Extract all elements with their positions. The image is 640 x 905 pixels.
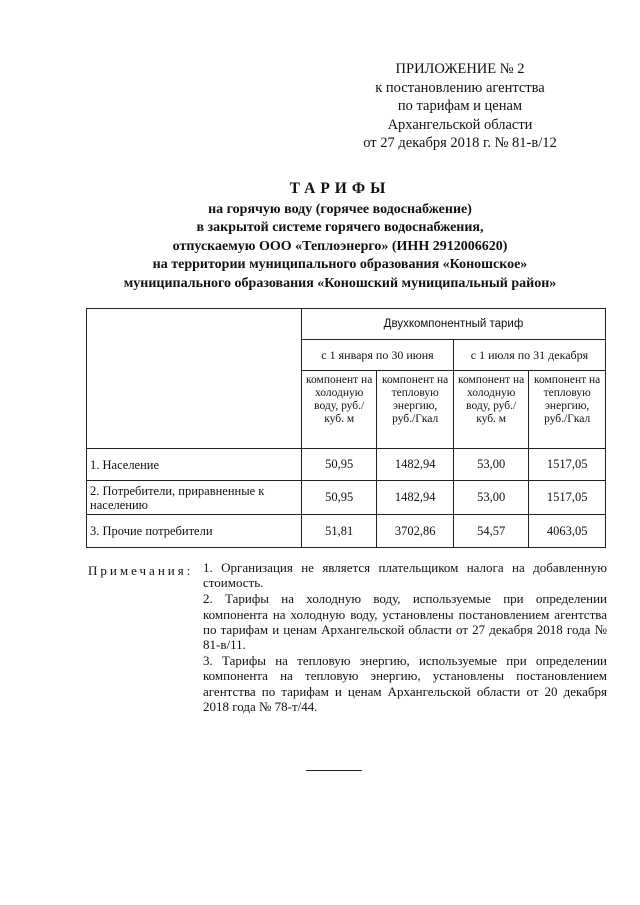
heading-line-1: на горячую воду (горячее водоснабжение) — [208, 201, 472, 217]
col-water-2: компонент на холодную воду, руб./куб. м — [453, 371, 528, 449]
annex-line-2: по тарифам и ценам — [397, 98, 523, 114]
note-item: 3. Тарифы на тепловую энергию, используемые при определении компонента на тепловую энергию, установлены постановлением агентства по тарифам и ценам Архангельской области от 20 декабря 2018 года № 78-т/44. — [203, 653, 607, 714]
document-title: ТАРИФЫ — [289, 180, 391, 197]
table-row — [87, 449, 606, 481]
value-cell: 4063,05 — [529, 515, 606, 548]
row-name: 1. Население — [87, 449, 302, 481]
notes-list — [203, 560, 607, 715]
table-corner-cell — [87, 309, 302, 449]
row-name: 3. Прочие потребители — [87, 515, 302, 548]
tariff-table — [86, 308, 606, 548]
value-cell: 1482,94 — [377, 449, 454, 481]
value-cell: 50,95 — [302, 481, 377, 515]
col-heat-2: компонент на тепловую энергию, руб./Гкал — [529, 371, 606, 449]
row-name: 2. Потребители, приравненные к населению — [87, 481, 302, 515]
annex-line-3: Архангельской области — [387, 116, 533, 133]
value-cell: 1517,05 — [529, 481, 606, 515]
table-row — [87, 481, 606, 515]
annex-line-1: к постановлению агентства — [375, 79, 545, 96]
notes-label: Примечания: — [88, 563, 194, 578]
value-cell: 53,00 — [453, 449, 528, 481]
note-item: 2. Тарифы на холодную воду, используемые при определении компонента на холодную воду, установлены постановлением агентства по тарифам и ценам Архангельской области от 27 декабря 2018 года № 81-в/11. — [203, 591, 607, 653]
value-cell: 1482,94 — [377, 481, 454, 515]
tariff-type-header: Двухкомпонентный тариф — [302, 309, 606, 340]
annex-title: ПРИЛОЖЕНИЕ № 2 — [395, 61, 525, 77]
annex-header — [330, 60, 590, 153]
annex-line-4: от 27 декабря 2018 г. № 81-в/12 — [363, 135, 557, 151]
table-row — [87, 515, 606, 548]
heading-line-5: муниципального образования «Коношский муниципальный район» — [123, 275, 557, 291]
heading-line-2: в закрытой системе горячего водоснабжения, — [196, 220, 484, 236]
period-2-header: с 1 июля по 31 декабря — [453, 340, 605, 371]
document-heading — [60, 180, 620, 294]
end-divider — [306, 770, 362, 771]
col-heat-1: компонент на тепловую энергию, руб./Гкал — [377, 371, 454, 449]
value-cell: 3702,86 — [377, 515, 454, 548]
heading-line-4: на территории муниципального образования «Коношское» — [152, 257, 528, 273]
col-water-1: компонент на холодную воду, руб./куб. м — [302, 371, 377, 449]
value-cell: 53,00 — [453, 481, 528, 515]
value-cell: 1517,05 — [529, 449, 606, 481]
value-cell: 51,81 — [302, 515, 377, 548]
heading-line-3: отпускаемую ООО «Теплоэнерго» (ИНН 2912006620) — [172, 238, 508, 254]
value-cell: 54,57 — [453, 515, 528, 548]
value-cell: 50,95 — [302, 449, 377, 481]
note-item: 1. Организация не является плательщиком налога на добавленную стоимость. — [203, 560, 607, 591]
period-1-header: с 1 января по 30 июня — [302, 340, 454, 371]
